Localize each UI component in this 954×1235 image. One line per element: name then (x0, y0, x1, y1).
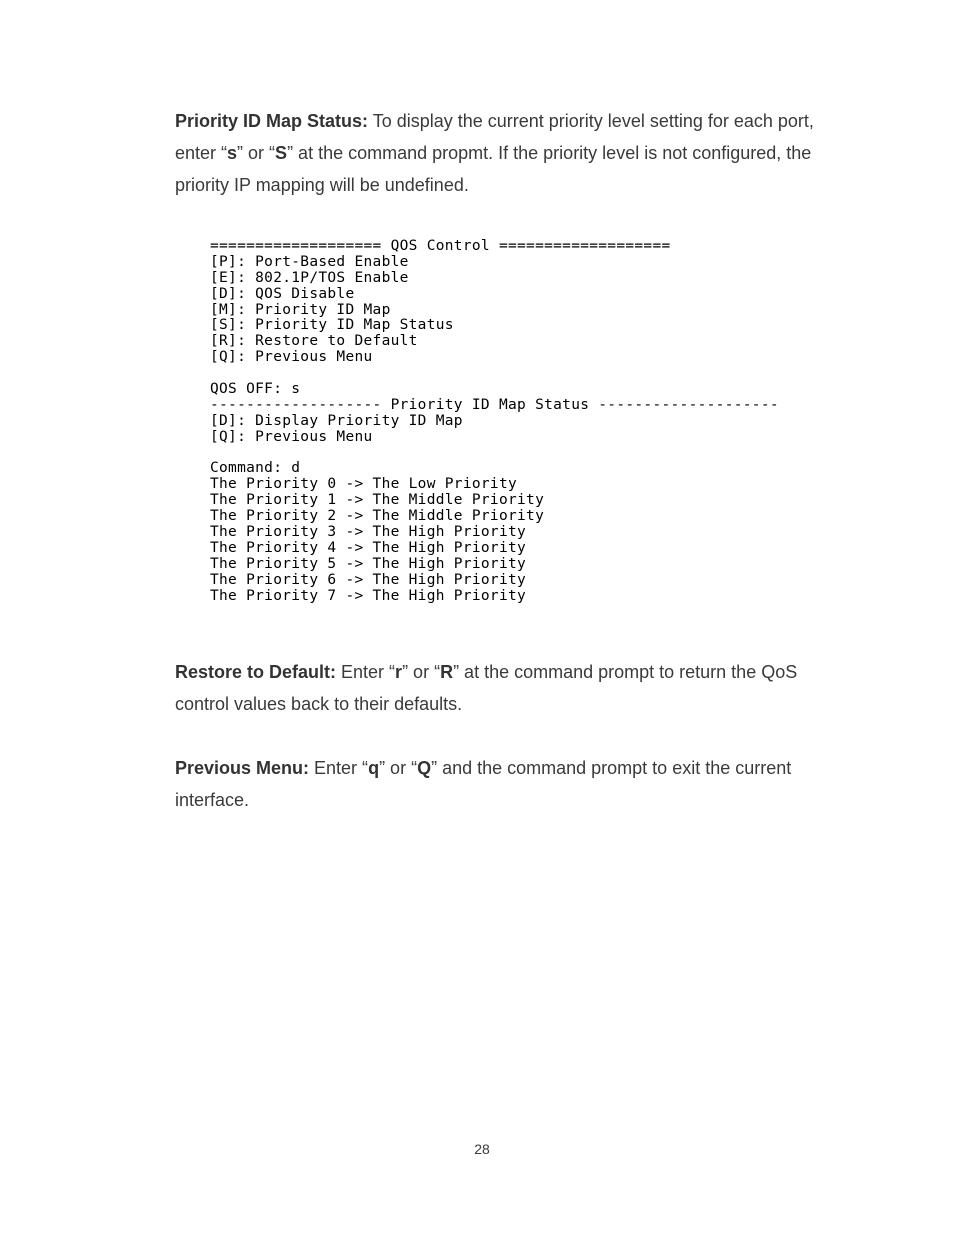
previous-menu-paragraph (175, 752, 835, 816)
terminal-line: [Q]: Previous Menu (210, 428, 373, 445)
terminal-line: The Priority 4 -> The High Priority (210, 539, 527, 556)
terminal-line: QOS OFF: s (210, 381, 301, 398)
terminal-line: [D]: Display Priority ID Map (210, 412, 463, 429)
terminal-line: The Priority 5 -> The High Priority (210, 555, 527, 572)
body-text: To display the current priority level setting for each port, enter “ (175, 111, 814, 163)
terminal-line: The Priority 7 -> The High Priority (210, 587, 527, 604)
terminal-line: [D]: QOS Disable (210, 285, 355, 302)
key-label: S (275, 143, 288, 163)
terminal-line: [Q]: Previous Menu (210, 349, 373, 366)
body-text: Enter “ (336, 662, 396, 682)
key-label: Q (417, 758, 432, 778)
terminal-line (210, 366, 783, 382)
terminal-line: [M]: Priority ID Map (210, 301, 391, 318)
terminal-line: The Priority 1 -> The Middle Priority (210, 492, 545, 509)
section-heading: Previous Menu: (175, 758, 310, 778)
body-text: ” at the command propmt. If the priority level is not configured, the priority IP mapping will be undefined. (175, 143, 812, 195)
terminal-line: =================== QOS Control =================== (210, 238, 671, 254)
terminal-line: The Priority 2 -> The Middle Priority (210, 508, 545, 525)
terminal-line: The Priority 3 -> The High Priority (210, 524, 527, 541)
body-text: Enter “ (309, 758, 369, 778)
terminal-line: The Priority 6 -> The High Priority (210, 571, 527, 588)
restore-to-default-paragraph (175, 656, 835, 720)
section-heading: Restore to Default: (175, 662, 337, 682)
terminal-line: [S]: Priority ID Map Status (210, 317, 454, 334)
terminal-output (203, 235, 783, 604)
page-number: 28 (474, 1141, 490, 1157)
terminal-line: [R]: Restore to Default (210, 333, 418, 350)
terminal-line (210, 446, 783, 462)
terminal-line: Command: d (210, 460, 301, 477)
terminal-line: ------------------- Priority ID Map Status -------------------- (210, 396, 779, 413)
body-text: ” and the command prompt to exit the current interface. (175, 758, 792, 810)
terminal-screenshot (203, 235, 783, 620)
terminal-line: [P]: Port-Based Enable (210, 253, 409, 270)
key-label: R (440, 662, 454, 682)
key-label: s (227, 143, 238, 163)
key-label: r (395, 662, 403, 682)
terminal-line: The Priority 0 -> The Low Priority (210, 476, 518, 493)
body-text: ” or “ (402, 662, 441, 682)
body-text: ” or “ (379, 758, 418, 778)
key-label: q (368, 758, 380, 778)
section-heading: Priority ID Map Status: (175, 111, 369, 131)
terminal-line: [E]: 802.1P/TOS Enable (210, 269, 409, 286)
body-text: ” or “ (237, 143, 276, 163)
priority-id-map-status-paragraph (175, 105, 835, 201)
body-text: ” at the command prompt to return the QoS control values back to their defaults. (175, 662, 798, 714)
